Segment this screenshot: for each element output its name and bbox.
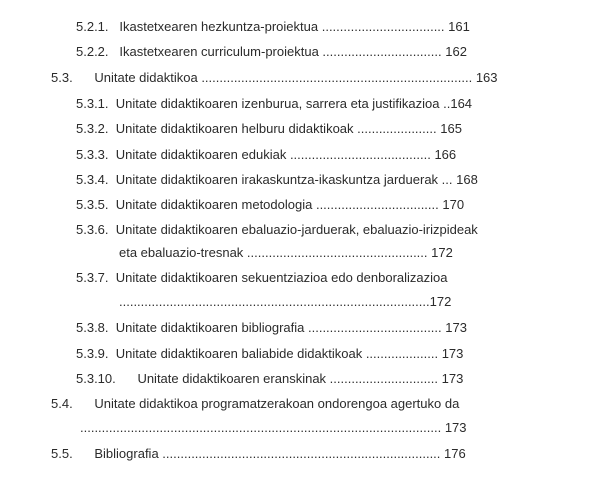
- toc-number: 5.4.: [51, 396, 73, 411]
- toc-page: 173: [444, 420, 467, 435]
- toc-leader-dots: ..: [439, 96, 451, 111]
- toc-leader-dots: ..................................: [312, 197, 439, 212]
- toc-page: 172: [429, 294, 452, 309]
- toc-entry[interactable]: [76, 371, 463, 387]
- toc-number: 5.3.8.: [76, 320, 109, 335]
- toc-page: 166: [434, 147, 457, 162]
- toc-leader-dots: ...........................................................................: [197, 70, 473, 85]
- toc-number: 5.3.: [51, 70, 73, 85]
- toc-entry-continuation[interactable]: [119, 294, 451, 310]
- toc-number: 5.3.10.: [76, 371, 116, 386]
- toc-entry[interactable]: [76, 270, 447, 286]
- toc-leader-dots: .................................: [318, 44, 442, 59]
- toc-entry[interactable]: [76, 222, 478, 238]
- toc-number: 5.3.4.: [76, 172, 109, 187]
- toc-entry[interactable]: [51, 70, 498, 86]
- toc-number: 5.3.1.: [76, 96, 109, 111]
- toc-entry[interactable]: [76, 320, 467, 336]
- toc-entry[interactable]: [76, 346, 463, 362]
- toc-entry[interactable]: [76, 96, 472, 112]
- toc-entry[interactable]: [76, 19, 470, 35]
- toc-page: 164: [450, 96, 473, 111]
- toc-leader-dots: ......................: [353, 121, 437, 136]
- toc-leader-dots: .............................................................................: [158, 446, 441, 461]
- toc-page: 165: [440, 121, 462, 136]
- toc-number: 5.2.1.: [76, 19, 109, 34]
- toc-entry[interactable]: [76, 147, 456, 163]
- toc-title: Unitate didaktikoaren bibliografia: [115, 320, 305, 335]
- toc-leader-dots: ......................................................................................: [119, 294, 430, 309]
- toc-title: Unitate didaktikoaren izenburua, sarrera eta justifikazioa: [115, 96, 440, 111]
- toc-title: Unitate didaktikoaren metodologia: [115, 197, 313, 212]
- toc-entry-continuation[interactable]: [119, 245, 453, 261]
- toc-number: 5.3.2.: [76, 121, 109, 136]
- toc-page: 163: [475, 70, 498, 85]
- toc-number: 5.3.9.: [76, 346, 109, 361]
- toc-number: 5.3.7.: [76, 270, 109, 285]
- toc-entry[interactable]: [51, 446, 466, 462]
- toc-number: 5.2.2.: [76, 44, 109, 59]
- toc-entry-continuation[interactable]: [80, 420, 467, 436]
- toc-title: Ikastetxearen curriculum-proiektua: [119, 44, 319, 59]
- toc-page: 176: [444, 446, 466, 461]
- toc-entry[interactable]: [51, 396, 459, 412]
- toc-title: eta ebaluazio-tresnak: [119, 245, 244, 260]
- toc-entry[interactable]: [76, 44, 467, 60]
- toc-leader-dots: ..................................: [318, 19, 445, 34]
- toc-number: 5.5.: [51, 446, 73, 461]
- toc-title: Unitate didaktikoaren eranskinak: [137, 371, 327, 386]
- toc-title: Unitate didaktikoaren irakaskuntza-ikaskuntza jarduerak: [115, 172, 439, 187]
- toc-page: 162: [445, 44, 467, 59]
- toc-number: 5.3.3.: [76, 147, 109, 162]
- toc-title: Unitate didaktikoa: [94, 70, 198, 85]
- toc-leader-dots: ..................................................: [243, 245, 428, 260]
- toc-page: 161: [448, 19, 470, 34]
- toc-leader-dots: ...: [438, 172, 453, 187]
- toc-title: Unitate didaktikoaren ebaluazio-jarduerak, ebaluazio-irizpideak: [115, 222, 478, 237]
- toc-entry[interactable]: [76, 121, 462, 137]
- toc-leader-dots: .......................................: [286, 147, 431, 162]
- toc-leader-dots: ..............................: [326, 371, 439, 386]
- toc-entry[interactable]: [76, 197, 464, 213]
- toc-leader-dots: ....................................................................................................: [80, 420, 442, 435]
- toc-title: Unitate didaktikoa programatzerakoan ondorengoa agertuko da: [94, 396, 460, 411]
- toc-page: 168: [456, 172, 478, 187]
- toc-number: 5.3.5.: [76, 197, 109, 212]
- toc-title: Ikastetxearen hezkuntza-proiektua: [119, 19, 319, 34]
- toc-title: Unitate didaktikoaren edukiak: [115, 147, 287, 162]
- toc-title: Bibliografia: [94, 446, 159, 461]
- toc-entry[interactable]: [76, 172, 478, 188]
- toc-page: 173: [441, 346, 464, 361]
- toc-page: 172: [431, 245, 453, 260]
- toc-title: Unitate didaktikoaren baliabide didaktikoak: [115, 346, 363, 361]
- toc-page: 173: [445, 320, 467, 335]
- toc-leader-dots: ....................: [362, 346, 439, 361]
- toc-title: Unitate didaktikoaren helburu didaktikoak: [115, 121, 354, 136]
- toc-leader-dots: .....................................: [304, 320, 442, 335]
- toc-page: 170: [442, 197, 465, 212]
- toc-page: 173: [441, 371, 464, 386]
- toc-number: 5.3.6.: [76, 222, 109, 237]
- toc-title: Unitate didaktikoaren sekuentziazioa edo denboralizazioa: [115, 270, 448, 285]
